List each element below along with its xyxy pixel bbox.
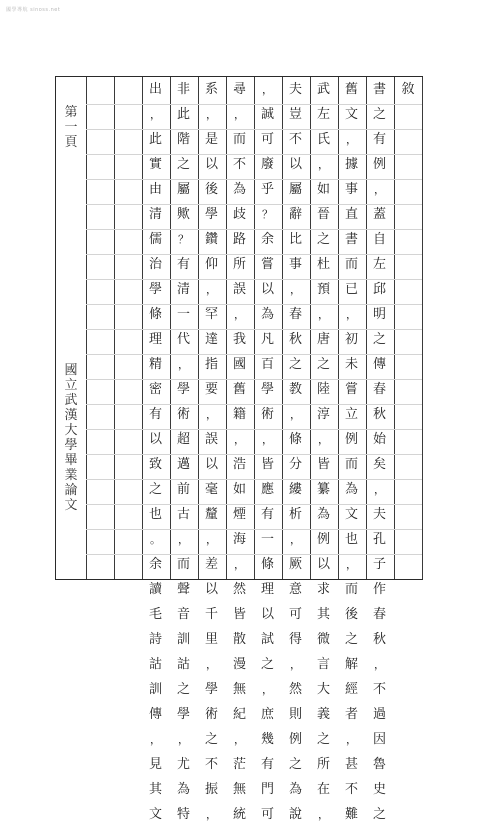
header-label: 敘 xyxy=(401,82,415,97)
character: 文 xyxy=(148,807,162,822)
text-column xyxy=(144,79,167,829)
character: ， xyxy=(374,658,385,671)
character: 其 xyxy=(316,607,330,622)
character: 而 xyxy=(176,557,190,572)
character: ， xyxy=(346,133,357,146)
character: 罕 xyxy=(204,307,218,322)
character: 有 xyxy=(260,507,274,522)
character: 夫 xyxy=(288,82,302,97)
character: 學 xyxy=(260,382,274,397)
character: 學 xyxy=(204,682,218,697)
text-column xyxy=(284,79,307,829)
manuscript-sheet xyxy=(55,76,423,822)
character: 誠 xyxy=(260,107,274,122)
character: 書 xyxy=(372,82,386,97)
character: 漫 xyxy=(232,657,246,672)
character: 學 xyxy=(148,282,162,297)
character: 甚 xyxy=(344,757,358,772)
character: ， xyxy=(234,733,245,746)
page-number-char: 頁 xyxy=(64,135,78,150)
character: 之 xyxy=(176,157,190,172)
character: 所 xyxy=(232,257,246,272)
character: ， xyxy=(318,808,329,821)
page-number-char: 一 xyxy=(64,120,78,135)
character: 言 xyxy=(316,657,330,672)
character: 因 xyxy=(372,732,386,747)
character: 一 xyxy=(176,307,190,322)
character: 直 xyxy=(344,207,358,222)
character: 為 xyxy=(260,307,274,322)
character: 淳 xyxy=(316,407,330,422)
character: 有 xyxy=(260,757,274,772)
character: ， xyxy=(150,108,161,121)
character: 儒 xyxy=(148,232,162,247)
character: ， xyxy=(346,733,357,746)
character: 可 xyxy=(260,132,274,147)
character: 誤 xyxy=(232,282,246,297)
publisher-char: 武 xyxy=(64,393,78,408)
character: 微 xyxy=(316,632,330,647)
character: 春 xyxy=(372,382,386,397)
character: 紀 xyxy=(232,707,246,722)
character: 也 xyxy=(148,507,162,522)
character: 杜 xyxy=(316,257,330,272)
character: ， xyxy=(206,108,217,121)
character: 尤 xyxy=(176,757,190,772)
character: ， xyxy=(206,658,217,671)
character: 秋 xyxy=(372,632,386,647)
character: 左 xyxy=(372,257,386,272)
character: 如 xyxy=(232,482,246,497)
character: 春 xyxy=(288,307,302,322)
character: 浩 xyxy=(232,457,246,472)
character: 治 xyxy=(148,257,162,272)
character: 里 xyxy=(204,632,218,647)
character: 統 xyxy=(232,807,246,822)
publisher-label xyxy=(58,363,84,513)
character: 之 xyxy=(288,757,302,772)
character: 皆 xyxy=(260,457,274,472)
character: ， xyxy=(206,808,217,821)
publisher-char: 業 xyxy=(64,468,78,483)
character: 之 xyxy=(260,657,274,672)
character: 晉 xyxy=(316,207,330,222)
character: 訓 xyxy=(148,682,162,697)
character: ？ xyxy=(178,233,189,246)
character: ， xyxy=(290,533,301,546)
character: 一 xyxy=(260,532,274,547)
character: 鑽 xyxy=(204,232,218,247)
character: 之 xyxy=(372,332,386,347)
character: 條 xyxy=(148,307,162,322)
character: 是 xyxy=(204,132,218,147)
character: 以 xyxy=(260,607,274,622)
text-column xyxy=(340,79,363,829)
character: 嘗 xyxy=(260,257,274,272)
publisher-char: 論 xyxy=(64,483,78,498)
character: 以 xyxy=(288,157,302,172)
character: 讀 xyxy=(148,582,162,597)
character: ， xyxy=(206,283,217,296)
character: 此 xyxy=(148,132,162,147)
character: 為 xyxy=(316,507,330,522)
publisher-char: 立 xyxy=(64,378,78,393)
character: 秋 xyxy=(288,332,302,347)
character: 誤 xyxy=(204,432,218,447)
character: ， xyxy=(318,308,329,321)
character: 路 xyxy=(232,232,246,247)
character: 由 xyxy=(148,182,162,197)
character: 毛 xyxy=(148,607,162,622)
character: 纂 xyxy=(316,482,330,497)
character: 已 xyxy=(344,282,358,297)
character: 左 xyxy=(316,107,330,122)
character: 條 xyxy=(260,557,274,572)
character: 非 xyxy=(176,82,190,97)
character: 有 xyxy=(148,407,162,422)
character: 而 xyxy=(344,457,358,472)
character: 清 xyxy=(148,207,162,222)
character: ， xyxy=(290,658,301,671)
character: ， xyxy=(290,408,301,421)
character: 分 xyxy=(288,457,302,472)
character: 學 xyxy=(176,382,190,397)
character: 豈 xyxy=(288,107,302,122)
character: 以 xyxy=(316,557,330,572)
character: 可 xyxy=(260,807,274,822)
character: 始 xyxy=(372,432,386,447)
character: 庶 xyxy=(260,707,274,722)
character: 蓋 xyxy=(372,207,386,222)
character: 清 xyxy=(176,282,190,297)
character: 振 xyxy=(204,782,218,797)
character: 傳 xyxy=(148,707,162,722)
character: 學 xyxy=(204,207,218,222)
character: 音 xyxy=(176,607,190,622)
character: 氏 xyxy=(316,132,330,147)
character: 之 xyxy=(344,632,358,647)
character: 屬 xyxy=(176,182,190,197)
text-column xyxy=(256,79,279,829)
character: 魯 xyxy=(372,757,386,772)
character: 之 xyxy=(176,682,190,697)
character: 立 xyxy=(344,407,358,422)
character: 不 xyxy=(288,132,302,147)
publisher-char: 大 xyxy=(64,423,78,438)
character: 出 xyxy=(148,82,162,97)
character: 為 xyxy=(344,482,358,497)
character: 以 xyxy=(148,432,162,447)
character: 例 xyxy=(372,157,386,172)
character: 精 xyxy=(148,357,162,372)
character: 也 xyxy=(344,532,358,547)
character: 百 xyxy=(260,357,274,372)
character: 析 xyxy=(288,507,302,522)
character: 我 xyxy=(232,332,246,347)
character: 之 xyxy=(316,732,330,747)
character: 無 xyxy=(232,782,246,797)
character: 散 xyxy=(232,632,246,647)
character: 要 xyxy=(204,382,218,397)
character: 無 xyxy=(232,682,246,697)
character: 學 xyxy=(176,707,190,722)
character: 子 xyxy=(372,557,386,572)
character: 之 xyxy=(204,732,218,747)
character: 例 xyxy=(344,432,358,447)
character: 皆 xyxy=(232,607,246,622)
character: ， xyxy=(262,683,273,696)
character: ？ xyxy=(262,208,273,221)
page-number-char: 第 xyxy=(64,105,78,120)
character: 之 xyxy=(288,357,302,372)
character: 初 xyxy=(344,332,358,347)
character: 夫 xyxy=(372,507,386,522)
character: 指 xyxy=(204,357,218,372)
character: ， xyxy=(150,733,161,746)
character: ， xyxy=(290,283,301,296)
text-column xyxy=(200,79,223,829)
character: 尋 xyxy=(232,82,246,97)
character: 者 xyxy=(344,707,358,722)
character: 廢 xyxy=(260,157,274,172)
character: 不 xyxy=(372,682,386,697)
publisher-char: 國 xyxy=(64,363,78,378)
character: 詁 xyxy=(176,657,190,672)
character: 以 xyxy=(204,457,218,472)
character: ， xyxy=(234,433,245,446)
character: 事 xyxy=(344,182,358,197)
character: ， xyxy=(206,408,217,421)
character: 之 xyxy=(372,107,386,122)
character: 特 xyxy=(176,807,190,822)
character: 致 xyxy=(148,457,162,472)
character: 傳 xyxy=(372,357,386,372)
character: 千 xyxy=(204,607,218,622)
character: 煙 xyxy=(232,507,246,522)
character: 解 xyxy=(344,657,358,672)
character: 例 xyxy=(316,532,330,547)
character: 孔 xyxy=(372,532,386,547)
character: 為 xyxy=(232,182,246,197)
character: ， xyxy=(346,558,357,571)
character: 求 xyxy=(316,582,330,597)
character: ， xyxy=(374,183,385,196)
character: 條 xyxy=(288,432,302,447)
character: 過 xyxy=(372,707,386,722)
publisher-char: 漢 xyxy=(64,408,78,423)
character: ， xyxy=(234,558,245,571)
character: 縷 xyxy=(288,482,302,497)
page-number xyxy=(58,105,84,150)
character: 超 xyxy=(176,432,190,447)
character: 系 xyxy=(204,82,218,97)
character: 預 xyxy=(316,282,330,297)
character: ， xyxy=(262,83,273,96)
character: 詩 xyxy=(148,632,162,647)
character: 之 xyxy=(372,807,386,822)
character: 唐 xyxy=(316,332,330,347)
character: 陸 xyxy=(316,382,330,397)
character: 差 xyxy=(204,557,218,572)
character: ， xyxy=(178,358,189,371)
character: 事 xyxy=(288,257,302,272)
character: 之 xyxy=(316,357,330,372)
character: 之 xyxy=(148,482,162,497)
character: 見 xyxy=(148,757,162,772)
character: 術 xyxy=(204,707,218,722)
character: 說 xyxy=(288,807,302,822)
character: 皆 xyxy=(316,457,330,472)
character: ， xyxy=(178,733,189,746)
character: 厥 xyxy=(288,557,302,572)
character: 矣 xyxy=(372,457,386,472)
character: 武 xyxy=(316,82,330,97)
watermark: 國學導航 sinoss.net xyxy=(6,7,61,13)
character: 理 xyxy=(148,332,162,347)
character: 而 xyxy=(232,132,246,147)
text-column xyxy=(368,79,391,829)
character: 秋 xyxy=(372,407,386,422)
column-rule xyxy=(422,77,423,579)
character: 試 xyxy=(260,632,274,647)
character: 史 xyxy=(372,782,386,797)
character: 階 xyxy=(176,132,190,147)
character: 文 xyxy=(344,507,358,522)
character: 此 xyxy=(176,107,190,122)
character: 意 xyxy=(288,582,302,597)
character: 古 xyxy=(176,507,190,522)
character: 有 xyxy=(176,257,190,272)
character: 則 xyxy=(288,707,302,722)
character: ， xyxy=(178,533,189,546)
character: 據 xyxy=(344,157,358,172)
character: ， xyxy=(346,308,357,321)
character: 作 xyxy=(372,582,386,597)
character: 聲 xyxy=(176,582,190,597)
text-column xyxy=(228,79,251,829)
character: 然 xyxy=(288,682,302,697)
character: 有 xyxy=(372,132,386,147)
character: ， xyxy=(234,308,245,321)
text-column xyxy=(312,79,335,829)
character: 書 xyxy=(344,232,358,247)
character: 然 xyxy=(232,582,246,597)
character: 釐 xyxy=(204,507,218,522)
publisher-char: 學 xyxy=(64,438,78,453)
character: 茫 xyxy=(232,757,246,772)
character: 余 xyxy=(148,557,162,572)
character: 教 xyxy=(288,382,302,397)
character: 邁 xyxy=(176,457,190,472)
character: 舊 xyxy=(232,382,246,397)
character: 明 xyxy=(372,307,386,322)
character: 術 xyxy=(176,407,190,422)
character: 訓 xyxy=(176,632,190,647)
character: 幾 xyxy=(260,732,274,747)
character: 歟 xyxy=(176,207,190,222)
character: 舊 xyxy=(344,82,358,97)
character: 嘗 xyxy=(344,382,358,397)
character: 所 xyxy=(316,757,330,772)
character: 為 xyxy=(288,782,302,797)
character: ， xyxy=(374,483,385,496)
character: 凡 xyxy=(260,332,274,347)
character: 余 xyxy=(260,232,274,247)
character: 例 xyxy=(288,732,302,747)
character: 以 xyxy=(204,157,218,172)
publisher-char: 文 xyxy=(64,498,78,513)
character: 難 xyxy=(344,807,358,822)
character: ， xyxy=(318,433,329,446)
character: 其 xyxy=(148,782,162,797)
character: 後 xyxy=(204,182,218,197)
character: 達 xyxy=(204,332,218,347)
character: 自 xyxy=(372,232,386,247)
character: 之 xyxy=(316,232,330,247)
character: 海 xyxy=(232,532,246,547)
character: 文 xyxy=(344,107,358,122)
character: 理 xyxy=(260,582,274,597)
character: 前 xyxy=(176,482,190,497)
character: 在 xyxy=(316,782,330,797)
character: 屬 xyxy=(288,182,302,197)
character: 詁 xyxy=(148,657,162,672)
character: 以 xyxy=(260,282,274,297)
character: 義 xyxy=(316,707,330,722)
character: 邱 xyxy=(372,282,386,297)
character: ， xyxy=(262,433,273,446)
character: 得 xyxy=(288,632,302,647)
character: 後 xyxy=(344,607,358,622)
character: 乎 xyxy=(260,182,274,197)
character: 而 xyxy=(344,582,358,597)
character: 大 xyxy=(316,682,330,697)
character: 不 xyxy=(232,157,246,172)
character: 仰 xyxy=(204,257,218,272)
character: 毫 xyxy=(204,482,218,497)
character: 而 xyxy=(344,257,358,272)
character: 可 xyxy=(288,607,302,622)
character: 不 xyxy=(204,757,218,772)
character: 春 xyxy=(372,607,386,622)
character: 不 xyxy=(344,782,358,797)
character: 代 xyxy=(176,332,190,347)
character: 比 xyxy=(288,232,302,247)
text-column xyxy=(172,79,195,829)
publisher-char: 畢 xyxy=(64,453,78,468)
character: 如 xyxy=(316,182,330,197)
character: 應 xyxy=(260,482,274,497)
character: 經 xyxy=(344,682,358,697)
character: ， xyxy=(234,108,245,121)
character: 門 xyxy=(260,782,274,797)
character: ， xyxy=(318,158,329,171)
character: 籍 xyxy=(232,407,246,422)
character: 為 xyxy=(176,782,190,797)
character: 歧 xyxy=(232,207,246,222)
character: 辭 xyxy=(288,207,302,222)
character: ， xyxy=(206,533,217,546)
character: 實 xyxy=(148,157,162,172)
character: 密 xyxy=(148,382,162,397)
character: 術 xyxy=(260,407,274,422)
character: 未 xyxy=(344,357,358,372)
character: 。 xyxy=(150,533,161,546)
character: 以 xyxy=(204,582,218,597)
character: 國 xyxy=(232,357,246,372)
